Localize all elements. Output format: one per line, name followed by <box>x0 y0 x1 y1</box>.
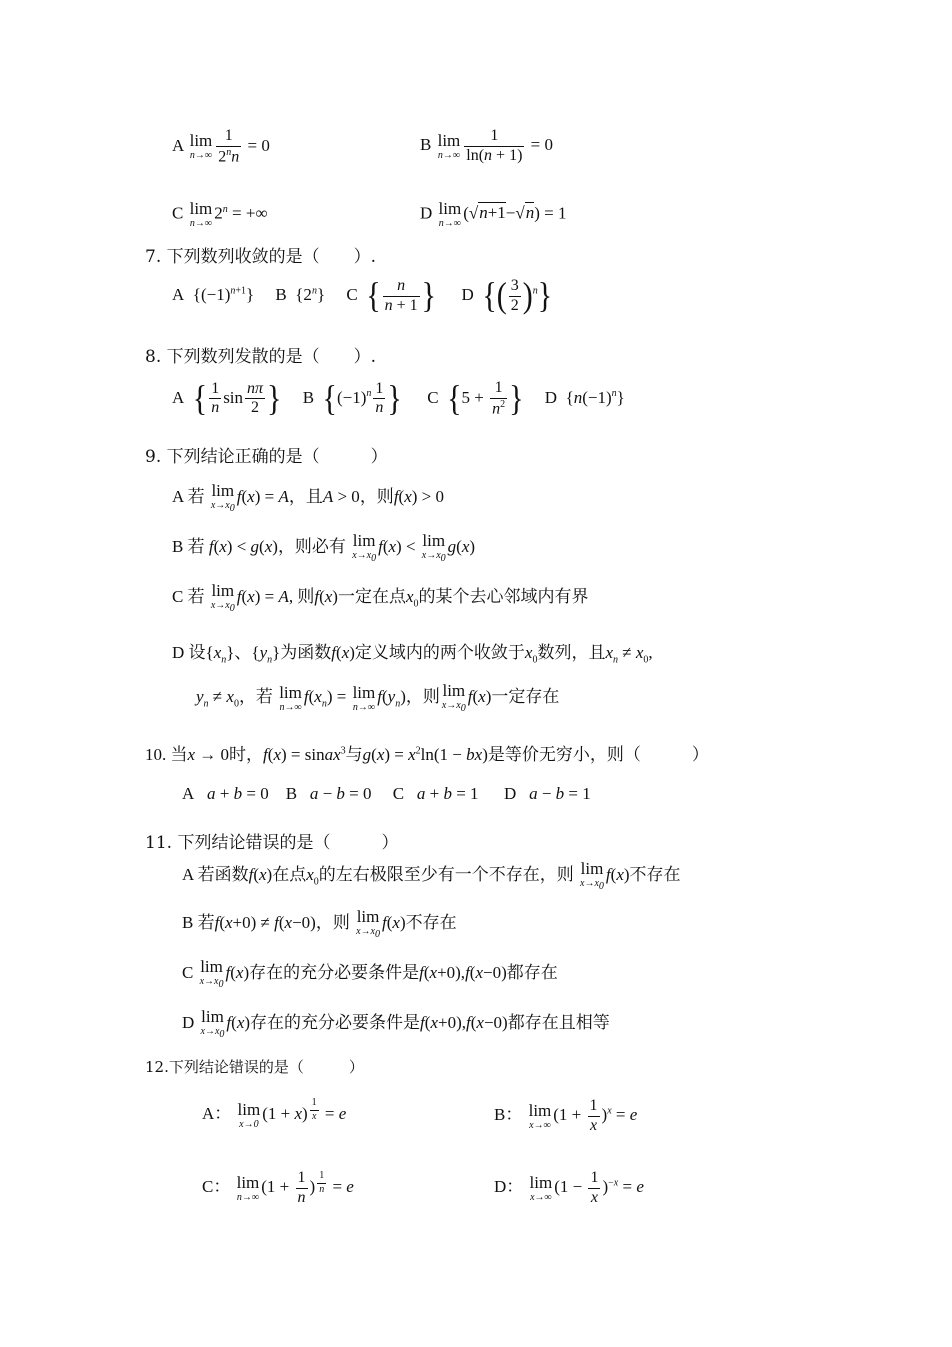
q6-option-a <box>172 128 270 166</box>
q11-stem: 11. 下列结论错误的是（ ） <box>145 833 399 853</box>
lim-expr: lim n→∞ <box>438 199 462 229</box>
q12-stem: 12.下列结论错误的是（ ） <box>145 1058 364 1076</box>
q9-option-c: C 若 lim $x\to x_0$ f(x) = A, 则f(x)一定在点$x_0$的某个去心邻域内有界 <box>172 581 589 615</box>
equals-zero: = 0 <box>530 135 553 155</box>
fraction: $\frac{1}{\ln(n + 1)}$ <box>466 127 523 164</box>
option-label: C <box>172 203 184 223</box>
q6-option-c: C lim n→∞ 2$^n$ = +∞ <box>172 199 268 229</box>
q6-option-b <box>420 128 553 165</box>
q8-stem: 8. 下列数列发散的是（ ）. <box>145 347 377 367</box>
lim-expr: lim n→∞ <box>437 130 461 161</box>
q11-option-d: D lim $x\to x_0$ f(x)存在的充分必要条件是f(x+0),f(x−0)都存在且相等 <box>182 1007 610 1041</box>
q9-option-d-line2: $y_n \ne x_0$，若 lim n→∞ $f(x_n)$ = lim n→∞ $f(y_n)$，则 lim $x\to x_0$ f(x)一定存在 <box>196 681 560 715</box>
option-label: A <box>172 135 184 155</box>
q6-option-d: D lim n→∞ (√n+1−√n) = 1 <box>420 199 567 229</box>
equals-one: = 1 <box>544 203 567 223</box>
lim-expr: lim n→∞ <box>189 199 213 229</box>
q7-stem: 7. 下列数列收敛的是（ ）. <box>145 247 377 267</box>
option-label: B <box>420 135 432 155</box>
q12-option-d: D： lim x→∞ (1 − $\frac{1}{x}$ )$^{-x}$ = e <box>494 1169 644 1206</box>
lim-expr: lim n→∞ <box>189 131 213 162</box>
q8-options: A { $\frac{1}{n}$ sin $\frac{n\pi}{2}$ } B {$(-1)^n$ $\frac{1}{n}$ } C {5 + $\frac{1}{n^2}$ } D $\{n(-1)^n\}$ <box>172 378 625 419</box>
equals-zero: = 0 <box>247 135 270 155</box>
q12-option-b: B： lim x→∞ (1 + $\frac{1}{x}$ )$^x$ = e <box>494 1097 638 1134</box>
q9-stem: 9. 下列结论正确的是（ ） <box>145 447 388 467</box>
fraction: $\frac{1}{2^nn}$ <box>218 127 240 166</box>
q10-options: A a + b = 0 B a − b = 0 C a + b = 1 D a − b = 1 <box>182 784 591 803</box>
q11-option-b: B 若f(x+0) ≠ f(x−0)，则 lim $x\to x_0$ f(x)不存在 <box>182 907 457 941</box>
q11-option-a: A 若函数f(x)在点$x_0$的左右极限至少有一个不存在，则 lim $x\to x_0$ f(x)不存在 <box>182 859 681 893</box>
q7-options: A $\{(-1)^{n+1}\}$ B {2$^n$} C { $\frac{n}{n + 1}$ } D {( $\frac{3}{2}$ )$^n$} <box>172 275 553 316</box>
q9-option-d-line1: D 设$\{x_n\}$、$\{y_n\}$为函数f(x)定义域内的两个收敛于$x_0$数列，且$x_n \ne x_0$, <box>172 643 653 666</box>
q12-option-c: C： lim n→∞ (1 + $\frac{1}{n}$ ) $^{\frac{1}{n}}$ = e <box>202 1169 354 1206</box>
q9-option-b: B 若 f(x) < g(x)，则必有 lim $x\to x_0$ f(x) < lim $x\to x_0$ g(x) <box>172 531 476 565</box>
q11-option-c: C lim $x\to x_0$ f(x)存在的充分必要条件是f(x+0),f(x−0)都存在 <box>182 957 558 991</box>
equals-infinity: = +∞ <box>232 203 268 223</box>
option-label: D <box>420 203 433 223</box>
q9-option-a: A 若 lim $x\to x_0$ f(x) = A，且A > 0，则f(x) > 0 <box>172 481 445 515</box>
q10-stem: 10. 当x → 0时，f(x) = sinax$^3$与$g(x) = x^2\ln(1 - bx)$是等价无穷小，则（ ） <box>145 745 709 764</box>
q12-option-a: A： lim x→0 (1 + x) $^{\frac{1}{x}}$ = e <box>202 1097 347 1130</box>
